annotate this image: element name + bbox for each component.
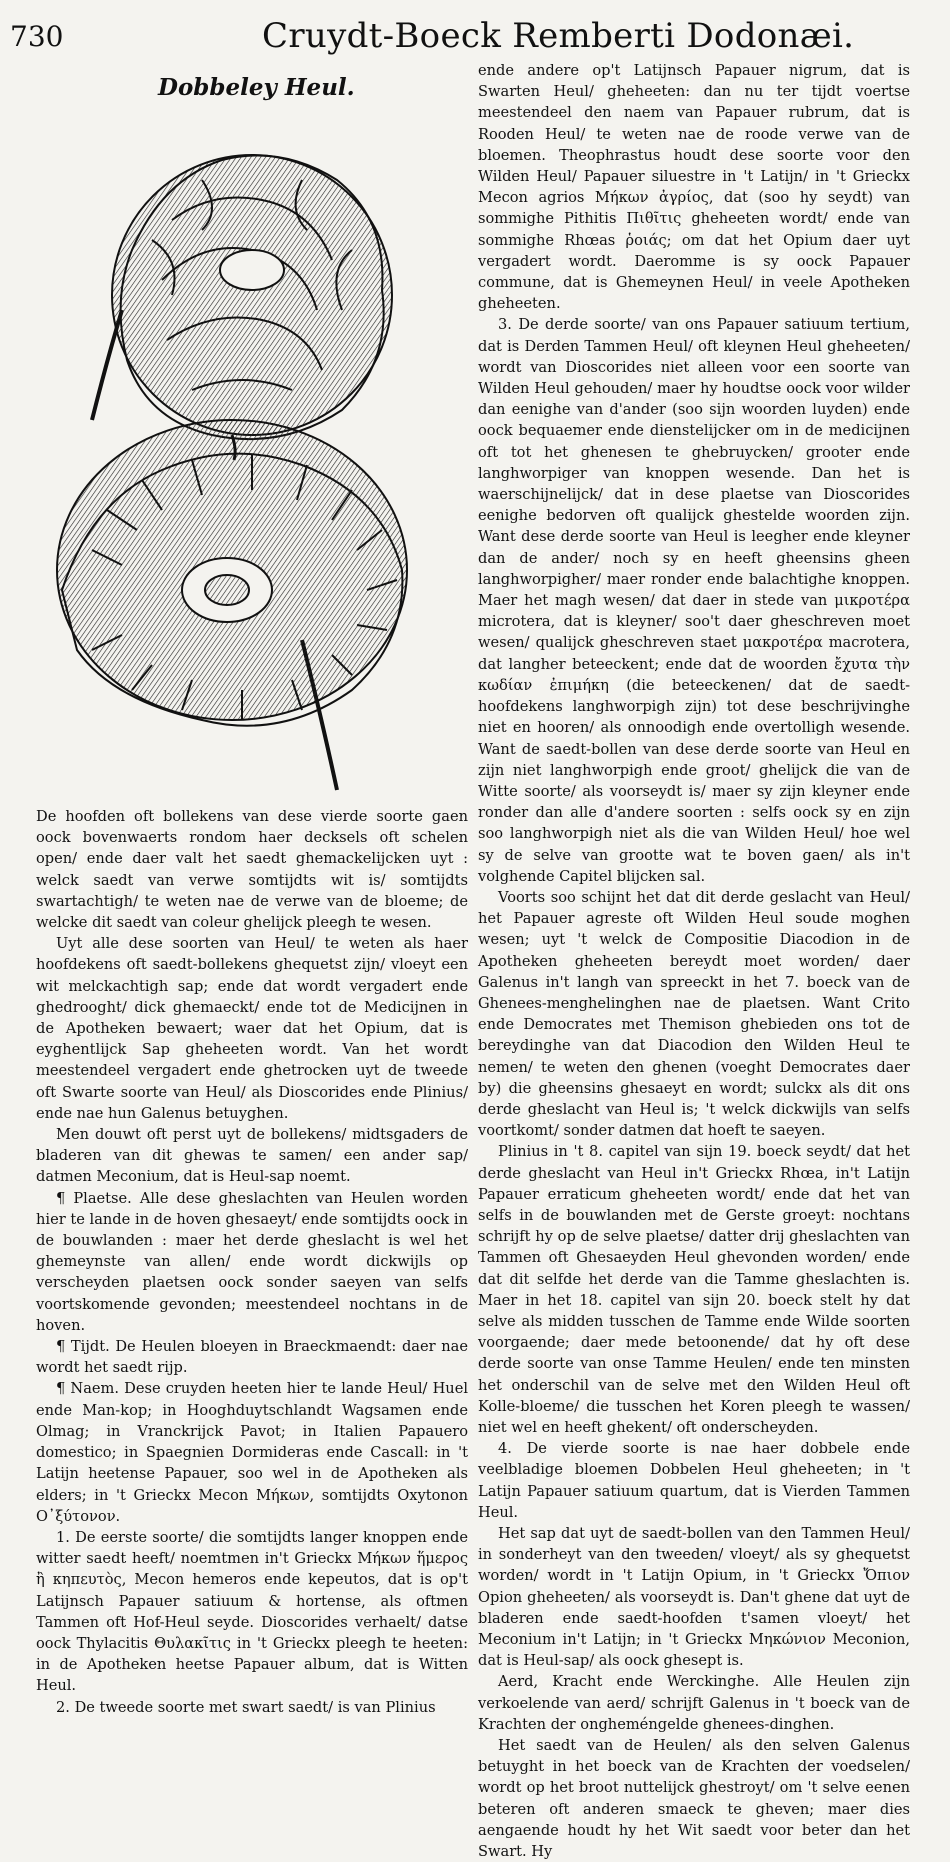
paragraph: Men douwt oft perst uyt de bollekens/ midtsgaders de bladeren van dit ghewas te samen/ een ander sap/ datmen Meconium, dat is Heul-sap noemt. [36,1126,468,1186]
paragraph: ¶ Tijdt. De Heulen bloeyen in Braeckmaendt: daer nae wordt het saedt rijp. [36,1338,468,1377]
paragraph: 4. De vierde soorte is nae haer dobbele ende veelbladige bloemen Dobbelen Heul gheheeten; in 't Latijn Papauer satiuum quartum, dat is Vierden Tammen Heul. [478,1440,910,1521]
paragraph: Uyt alle dese soorten van Heul/ te weten als haer hoofdekens oft saedt-bollekens ghequetst zijn/ vloeyt een wit melckachtigh sap; ende dat wordt vergadert ende ghedrooght/ dick ghemaeckt/ ende tot de Medicijnen in de Apotheken bewaert; waer dat het Opium, dat is eyghentlijck Sap gheheeten wordt. Van het wordt meestendeel vergadert ende ghetrocken uyt de tweede oft Swarte soorte van Heul/ als Dioscorides ende Plinius/ ende nae hun Galenus betuyghen. [36,935,468,1122]
paragraph: ¶ Naem. Dese cruyden heeten hier te lande Heul/ Huel ende Man-kop; in Hooghduytschlandt Wagsamen ende Olmag; in Vranckrijck Pavot; in Italien Papauero domestico; in Spaegnien Dormideras ende Cascall: in 't Latijn heetense Papauer, soo wel in de Apotheken als elders; in 't Grieckx Mecon Μήκων, somtijdts Oxytonon Ο᾽ξύτονον. [36,1380,468,1525]
paragraph: Het saedt van de Heulen/ als den selven Galenus betuyght in het boeck van de Krachten der voedselen/ wordt op het broot nuttelijck ghestroyt/ om 't selve eenen beteren oft anderen smaeck te gheven; maer dies aengaende houdt hy het Wit saedt voor beter dan het Swart. Hy [478,1737,910,1861]
paragraph: 2. De tweede soorte met swart saedt/ is van Plinius [56,1698,436,1716]
paragraph: Aerd, Kracht ende Werckinghe. Alle Heulen zijn verkoelende van aerd/ schrijft Galenus in 't boeck van de Krachten der ongheméngelde ghenees-dinghen. [478,1673,910,1733]
paragraph: Het sap dat uyt de saedt-bollen van den Tammen Heul/ in sonderheyt van den tweeden/ vloeyt/ als sy ghequetst worden/ wordt in 't Latijn Opium, in 't Grieckx Ὄπιον Opion gheheeten/ als voorseydt is. Dan't ghene dat uyt de bladeren ende saedt-hoofden t'samen vloeyt/ het Meconium in't Latijn; in 't Grieckx Μηκώνιον Meconion, dat is Heul-sap/ als oock ghesept is. [478,1525,910,1670]
paragraph: ¶ Plaetse. Alle dese gheslachten van Heulen worden hier te lande in de hoven ghesaeyt/ ende somtijdts oock in de bouwlanden : maer het derde gheslacht is wel het ghemeynste van allen/ ende wordt dickwijls op verscheyden plaetsen oock sonder saeyen van selfs voortskomende gevonden; meestendeel nochtans in de hoven. [36,1189,468,1334]
paragraph: ende andere op't Latijnsch Papauer nigrum, dat is Swarten Heul/ gheheeten: dan nu ter tijdt voertse meestendeel den naem van Papauer rubrum, dat is Rooden Heul/ te weten nae de roode verwe van de bloemen. Theophrastus houdt dese soorte voor den Wilden Heul/ Papauer siluestre in 't Latijn/ in 't Grieckx Mecon agrios Μήκων ἀγρίος, dat (soo hy seydt) van sommighe Pithitis Πιθῖτις gheheeten wordt/ ende van sommighe Rhœas ῥοιάς; om dat het Opium daer uyt vergadert wordt. Daeromme is sy oock Papauer commune, dat is Ghemeynen Heul/ in veele Apotheken gheheeten. [478,62,910,313]
paragraph: 3. De derde soorte/ van ons Papauer satiuum tertium, dat is Derden Tammen Heul/ oft kleynen Heul gheheeten/ wordt van Dioscorides niet alleen voor een soorte van Wilden Heul gehouden/ maer hy houdtse oock voor wilder dan eenighe van d'ander (soo sijn woorden luyden) ende oock bequaemer ende dienstelijcker om in de medicijnen oft tot het ghenesen te ghebruycken/ grooter ende langhworpiger van knoppen wesende. Dan het is waerschijnelijck/ dat in dese plaetse van Dioscorides eenighe bedorven oft qualijck ghestelde woorden zijn. Want dese derde soorte van Heul is leegher ende kleyner dan de ander/ noch sy en heeft gheensins gheen langhworpigher/ maer ronder ende balachtighe knoppen. Maer het magh wesen/ dat daer in stede van μικροτέρα microtera, dat is kleyner/ soo't daer gheschreven moet wesen/ qualijck gheschreven staet μακροτέρα macrotera, dat langher beteeckent; ende dat de woorden ἔχυτα τὴν κωδίαν ἐπιμήκη (die beteeckenen/ dat de saedt-hoofdekens langhworpigh zijn) tot dese beschrijvinghe niet en hooren/ als onnoodigh ende overtolligh wesende. Want de saedt-bollen van dese derde soorte van Heul en zijn niet langhworpigh ende groot/ ghelijck die van de Witte soorte/ als voorseydt is/ maer sy zijn kleyner ende ronder dan alle d'andere soorten : selfs oock sy en zijn soo langhworpigh niet als die van Wilden Heul/ hoe wel sy de selve van grootte wat te boven gaen/ als in't volghende Capitel blijcken sal. [478,316,910,885]
paragraph: De hoofden oft bollekens van dese vierde soorte gaen oock bovenwaerts rondom haer decksels oft schelen open/ ende daer valt het saedt ghemackelijcken uyt : welck saedt van verwe somtijdts wit is/ somtijdts swartachtigh/ te weten nae de verwe van de bloeme; de welcke dit saedt van coleur ghelijck pleegh te wesen. [36,808,468,932]
figure-title: Dobbeley Heul. [158,74,355,101]
right-text-column [478,60,910,1862]
double-poppy-woodcut-icon [52,120,412,800]
page-number: 730 [10,20,64,53]
running-title: Cruydt-Boeck Remberti Dodonæi. [262,16,855,56]
left-text-column [36,806,468,1718]
paragraph: Voorts soo schijnt het dat dit derde geslacht van Heul/ het Papauer agreste oft Wilden Heul soude moghen wesen; uyt 't welck de Compositie Diacodion in de Apotheken gheheeten bereydt moet worden/ daer Galenus in't langh van spreeckt in het 7. boeck van de Ghenees-menghelinghen nae de plaetsen. Want Crito ende Democrates met Themison ghebieden ons tot de bereydinghe van dat Diacodion den Wilden Heul te nemen/ te weten den ghenen (voeght Democrates daer by) die gheensins ghesaeyt en wordt; sulckx als dit ons derde gheslacht van Heul is; 't welck dickwijls van selfs voortkomt/ sonder datmen dat hoeft te saeyen. [478,888,910,1140]
paragraph: 1. De eerste soorte/ die somtijdts langer knoppen ende witter saedt heeft/ noemtmen in't Grieckx Μήκων ἥμερος ἢ κηπευτὸς, Mecon hemeros ende kepeutos, dat is op't Latijnsch Papauer satiuum & hortense, als oftmen Tammen oft Hof-Heul seyde. Dioscorides verhaelt/ datse oock Thylacitis Θυλακῖτις in 't Grieckx pleegh te heeten: in de Apotheken heetse Papauer album, dat is Witten Heul. [36,1528,468,1695]
paragraph: Plinius in 't 8. capitel van sijn 19. boeck seydt/ dat het derde gheslacht van Heul in't Grieckx Rhœa, in't Latijn Papauer erraticum gheheeten wordt/ ende dat het van selfs in de bouwlanden met de Gerste groeyt: nochtans schrijft hy op de selve plaetse/ datter drij gheslachten van Tammen oft Ghesaeyden Heul ghevonden worden/ ende dat dit selfde het derde van die Tamme gheslachten is. Maer in het 18. capitel van sijn 20. boeck stelt hy dat selve als midden tusschen de Tamme ende Wilde soorten voorgaende; daer mede betoonende/ dat hy oft dese derde soorte van onse Tamme Heulen/ ende ten minsten het onderschil van de selve met den Wilden Heul oft Kolle-bloeme/ die tusschen het Koren pleegh te wassen/ niet wel en heeft ghekent/ oft onderscheyden. [478,1143,910,1436]
